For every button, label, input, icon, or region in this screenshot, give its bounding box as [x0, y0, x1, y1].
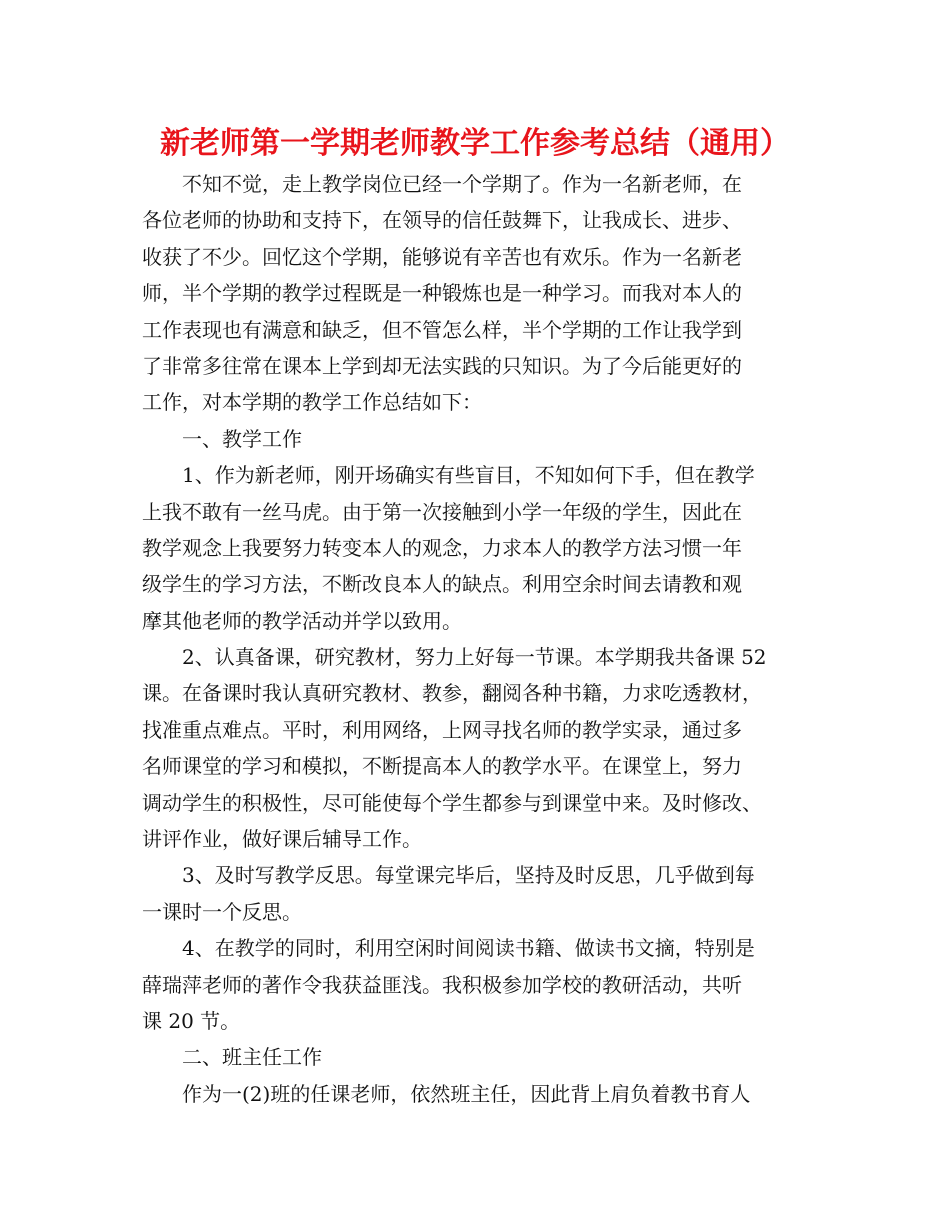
text-line: 4、在教学的同时，利用空闲时间阅读书籍、做读书文摘，特别是 — [182, 936, 755, 961]
text-line: 名师课堂的学习和模拟，不断提高本人的教学水平。在课堂上，努力 — [142, 754, 742, 779]
text-line: 3、及时写教学反思。每堂课完毕后，坚持及时反思，几乎做到每 — [182, 863, 755, 888]
text-line: 了非常多往常在课本上学到却无法实践的只知识。为了今后能更好的 — [142, 353, 742, 378]
text-line: 1、作为新老师，刚开场确实有些盲目，不知如何下手，但在教学 — [182, 463, 755, 488]
text-line: 一课时一个反思。 — [142, 899, 302, 924]
text-line: 收获了不少。回忆这个学期，能够说有辛苦也有欢乐。作为一名新老 — [142, 244, 742, 269]
text-line: 不知不觉，走上教学岗位已经一个学期了。作为一名新老师，在 — [182, 172, 742, 196]
text-line: 找准重点难点。平时，利用网络，上网寻找名师的教学实录，通过多 — [142, 717, 742, 742]
text-line: 教学观念上我要努力转变本人的观念，力求本人的教学方法习惯一年 — [142, 535, 742, 560]
text-line: 级学生的学习方法，不断改良本人的缺点。利用空余时间去请教和观 — [142, 572, 742, 597]
text-line: 调动学生的积极性，尽可能使每个学生都参与到课堂中来。及时修改、 — [142, 790, 762, 815]
text-line: 二、班主任工作 — [182, 1045, 322, 1070]
text-line: 各位老师的协助和支持下，在领导的信任鼓舞下，让我成长、进步、 — [142, 208, 742, 233]
text-line: 摩其他老师的教学活动并学以致用。 — [142, 608, 462, 633]
text-line: 上我不敢有一丝马虎。由于第一次接触到小学一年级的学生，因此在 — [142, 499, 742, 524]
text-line: 作为一(2)班的任课老师，依然班主任，因此背上肩负着教书育人 — [182, 1081, 751, 1106]
text-line: 师，半个学期的教学过程既是一种锻炼也是一种学习。而我对本人的 — [142, 281, 742, 306]
text-line: 课 20 节。 — [142, 1008, 241, 1033]
document-title: 新老师第一学期老师教学工作参考总结（通用） — [160, 126, 790, 161]
text-line: 一、教学工作 — [182, 426, 302, 451]
text-line: 工作表现也有满意和缺乏，但不管怎么样，半个学期的工作让我学到 — [142, 317, 742, 342]
text-line: 薛瑞萍老师的著作令我获益匪浅。我积极参加学校的教研活动，共听 — [142, 972, 742, 997]
text-line: 讲评作业，做好课后辅导工作。 — [142, 827, 422, 852]
text-line: 课。在备课时我认真研究教材、教参，翻阅各种书籍，力求吃透教材， — [142, 681, 762, 706]
text-line: 工作，对本学期的教学工作总结如下： — [142, 390, 482, 415]
document-body — [142, 166, 812, 1112]
text-line: 2、认真备课，研究教材，努力上好每一节课。本学期我共备课 52 — [182, 645, 767, 670]
